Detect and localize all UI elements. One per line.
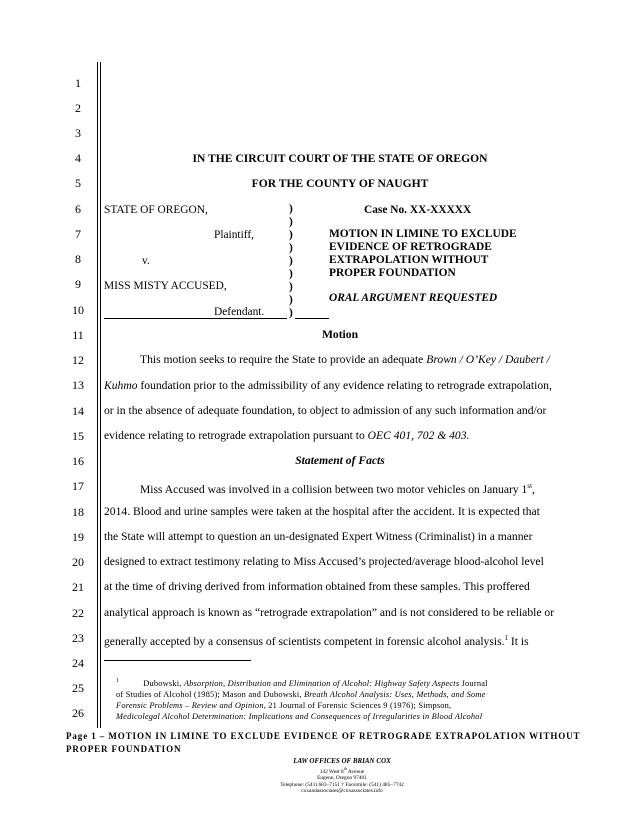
line-number: 9 xyxy=(75,277,81,291)
law-office-name: LAW OFFICES OF BRIAN COX xyxy=(293,757,391,765)
contact-phone: Telephone: (541) 683–7151 † Facsimile: (541) 485–7742 xyxy=(280,781,404,788)
text: , xyxy=(532,482,535,496)
text: / xyxy=(543,353,550,366)
text: This motion seeks to require the State to provide an adequate xyxy=(140,353,427,366)
text: , 21 Journal of Forensic Sciences 9 (1976); Simpson, xyxy=(263,700,452,710)
facts-line: the State will attempt to question an un-designated Expert Witness (Criminalist) in a manner xyxy=(104,530,533,543)
case-number: Case No. XX-XXXXX xyxy=(364,204,472,216)
text: foundation prior to the admissibility of any evidence relating to retrograde extrapolation, xyxy=(137,379,552,392)
paren: ) xyxy=(289,255,293,267)
footnote-ref: 1 xyxy=(504,634,508,642)
citation: Breath Alcohol Analysis: Uses, Methods, and Some xyxy=(303,689,486,699)
footnote-line xyxy=(116,676,576,689)
line-number: 8 xyxy=(75,252,81,266)
citation: Brown / O’Key / Daubert xyxy=(426,353,544,366)
motion-title-line: PROPER FOUNDATION xyxy=(329,267,456,279)
oral-argument-requested: ORAL ARGUMENT REQUESTED xyxy=(329,292,498,304)
motion-title-line: EVIDENCE OF RETROGRADE xyxy=(329,241,492,253)
paren: ) xyxy=(289,216,293,228)
line-number: 6 xyxy=(75,202,81,216)
line-number: 22 xyxy=(72,606,84,620)
page-footer-title: Page 1 – MOTION IN LIMINE TO EXCLUDE EVIDENCE OF RETROGRADE EXTRAPOLATION WITHOUT xyxy=(66,731,581,741)
footnote-line xyxy=(116,700,576,711)
court-title: IN THE CIRCUIT COURT OF THE STATE OF OREGON xyxy=(192,152,488,165)
paren: ) xyxy=(289,281,293,293)
text: of Studies of Alcohol (1985); Mason and Dubowski, xyxy=(116,689,304,699)
line-number: 1 xyxy=(75,76,81,90)
footnote-line: Medicolegal Alcohol Determination: Implications and Consequences of Irregularities in Blood Alcohol xyxy=(116,711,483,721)
plaintiff-name: STATE OF OREGON, xyxy=(104,204,208,216)
line-number: 5 xyxy=(75,176,81,190)
line-number: 25 xyxy=(72,681,84,695)
text: 142 West 8 xyxy=(319,768,344,775)
facts-line: analytical approach is known as “retrograde extrapolation” and is not considered to be reliable or xyxy=(104,606,555,619)
line-number: 10 xyxy=(72,303,84,317)
line-number: 16 xyxy=(72,454,84,468)
line-number: 24 xyxy=(72,656,84,670)
line-number: 14 xyxy=(72,404,84,418)
citation: Absorption, Distribution and Elimination of Alcohol: Highway Safety Aspects xyxy=(183,678,460,688)
facts-line: 2014. Blood and urine samples were taken at the hospital after the accident. It is expected that xyxy=(104,505,540,518)
line-number: 13 xyxy=(72,378,84,392)
paren: ) xyxy=(289,229,293,241)
line-number: 15 xyxy=(72,429,84,443)
facts-line: designed to extract testimony relating to Miss Accused’s projected/average blood-alcohol level xyxy=(104,555,544,568)
motion-line xyxy=(140,353,550,367)
line-number: 3 xyxy=(75,126,81,140)
motion-title xyxy=(329,228,517,280)
footnote-line xyxy=(116,689,576,700)
text: Dubowski, xyxy=(143,678,184,688)
contact-email: coxandassociates@coxassociates.info xyxy=(301,788,383,795)
motion-line xyxy=(104,379,552,393)
footnote-number: 1 xyxy=(116,678,120,684)
line-number: 20 xyxy=(72,555,84,569)
facts-line xyxy=(104,631,529,649)
line-number: 7 xyxy=(75,227,81,241)
motion-title-line: MOTION IN LIMINE TO EXCLUDE xyxy=(329,228,517,240)
line-number: 23 xyxy=(72,631,84,645)
line-number: 17 xyxy=(72,479,84,493)
line-number: 19 xyxy=(72,530,84,544)
motion-line: or in the absence of adequate foundation, to object to admission of any such information and/or xyxy=(104,404,547,417)
page-footer-title: PROPER FOUNDATION xyxy=(66,744,182,754)
defendant-name: MISS MISTY ACCUSED, xyxy=(104,280,227,292)
defendant-role: Defendant. xyxy=(214,306,265,318)
line-number: 26 xyxy=(72,706,84,720)
motion-line xyxy=(104,429,469,443)
superscript: st xyxy=(527,482,533,490)
line-number: 21 xyxy=(72,580,84,594)
paren: ) xyxy=(289,203,293,215)
superscript: th xyxy=(343,766,347,771)
citation: Kuhmo xyxy=(104,379,138,392)
line-number: 12 xyxy=(72,353,84,367)
text: Avenue xyxy=(346,768,365,775)
text: Journal xyxy=(459,678,488,688)
footnote-separator xyxy=(104,660,251,661)
text: generally accepted by a consensus of scientists competent in forensic alcohol analysis. xyxy=(104,634,505,648)
line-number: 11 xyxy=(72,328,84,342)
caption-underline xyxy=(295,318,329,319)
facts-line xyxy=(140,479,535,497)
text: It is xyxy=(508,634,529,648)
citation: OEC 401, 702 & 403. xyxy=(367,429,470,442)
address-city: Eugene, Oregon 97401 xyxy=(317,775,367,782)
motion-title-line: EXTRAPOLATION WITHOUT xyxy=(329,254,489,266)
line-number: 2 xyxy=(75,101,81,115)
margin-rule xyxy=(97,62,98,728)
motion-heading: Motion xyxy=(321,328,359,341)
county-title: FOR THE COUNTY OF NAUGHT xyxy=(251,177,429,190)
facts-heading: Statement of Facts xyxy=(295,454,385,467)
text: evidence relating to retrograde extrapolation pursuant to xyxy=(104,429,368,442)
law-office-block xyxy=(222,757,462,794)
versus: v. xyxy=(142,255,150,267)
paren: ) xyxy=(289,242,293,254)
caption-underline xyxy=(104,318,287,319)
line-number: 4 xyxy=(75,151,81,165)
footnote xyxy=(116,676,576,722)
text: Miss Accused was involved in a collision between two motor vehicles on January 1 xyxy=(140,482,528,496)
citation: Forensic Problems – Review and Opinion xyxy=(116,700,264,710)
line-number: 18 xyxy=(72,505,84,519)
address-street xyxy=(222,766,462,775)
paren: ) xyxy=(289,294,293,306)
plaintiff-role: Plaintiff, xyxy=(214,229,254,241)
paren: ) xyxy=(289,307,293,319)
paren: ) xyxy=(289,268,293,280)
facts-line: at the time of driving derived from information obtained from these samples. This proffered xyxy=(104,580,530,593)
